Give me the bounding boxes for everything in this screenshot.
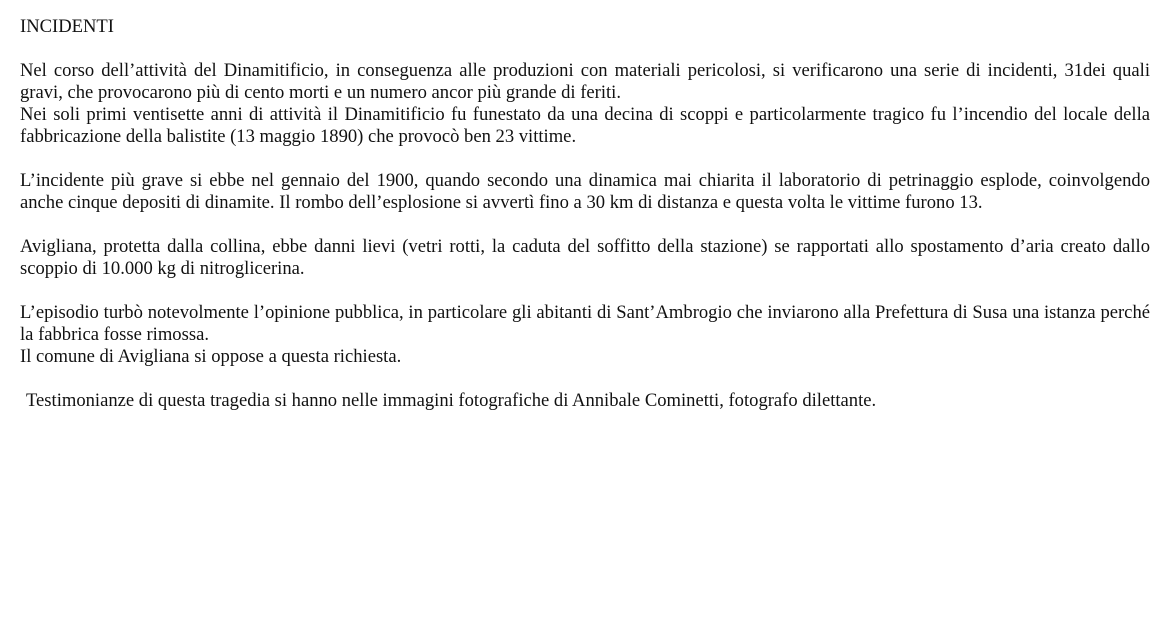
paragraph-spacer	[20, 214, 1150, 236]
paragraph-spacer	[20, 280, 1150, 302]
paragraph-production-incidents: Nel corso dell’attività del Dinamitificio, in conseguenza alle produzioni con materiali pericolosi, si verificarono una serie di incidenti, 31dei quali gravi, che provocarono più di cento morti e un numero ancor più grande di feriti.	[20, 60, 1150, 103]
paragraph-spacer	[20, 148, 1150, 170]
paragraph-avigliana-damage: Avigliana, protetta dalla collina, ebbe danni lievi (vetri rotti, la caduta del soffitto della stazione) se rapportati allo spostamento d’aria creato dallo scoppio di 10.000 kg di nitroglicerina.	[20, 236, 1150, 279]
document-title: INCIDENTI	[20, 16, 114, 37]
document-page	[20, 16, 1150, 412]
paragraph-first-years: Nei soli primi ventisette anni di attività il Dinamitificio fu funestato da una decina di scoppi e particolarmente tragico fu l’incendio del locale della fabbricazione della balistite (13 maggio 1890) che provocò ben 23 vittime.	[20, 104, 1150, 147]
paragraph-1900-explosion: L’incidente più grave si ebbe nel gennaio del 1900, quando secondo una dinamica mai chiarita il laboratorio di petrinaggio esplode, coinvolgendo anche cinque depositi di dinamite. Il rombo dell’esplosione si avvertì fino a 30 km di distanza e questa volta le vittime furono 13.	[20, 170, 1150, 213]
paragraph-testimonies: Testimonianze di questa tragedia si hanno nelle immagini fotografiche di Annibale Cominetti, fotografo dilettante.	[26, 390, 877, 411]
paragraph-public-opinion: L’episodio turbò notevolmente l’opinione pubblica, in particolare gli abitanti di Sant’Ambrogio che inviarono alla Prefettura di Susa una istanza perché la fabbrica fosse rimossa.	[20, 302, 1150, 345]
paragraph-avigliana-opposition: Il comune di Avigliana si oppose a questa richiesta.	[20, 346, 402, 367]
paragraph-spacer	[20, 368, 1150, 390]
